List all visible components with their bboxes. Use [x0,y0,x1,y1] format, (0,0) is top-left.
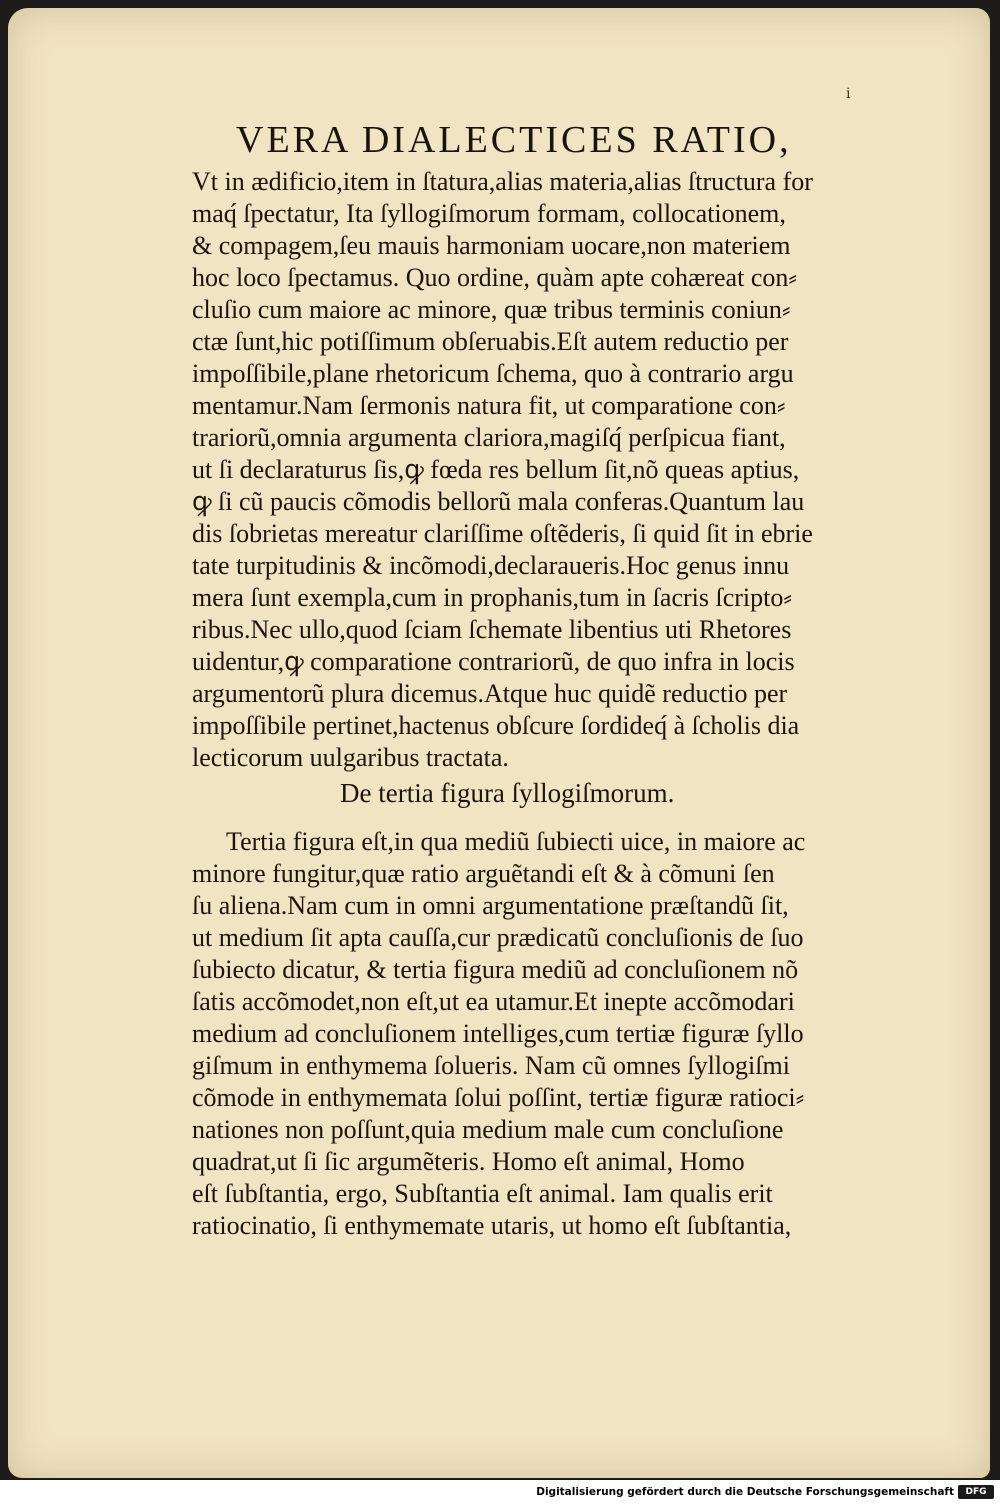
text-line: minore fungitur,quæ ratio arguẽtandi eſt & à cõmuni ſen [192,859,775,888]
text-line: quadrat,ut ſi ſic argumẽteris. Homo eſt animal, Homo [192,1147,745,1176]
text-line: ſu aliena.Nam cum in omni argumentatione præſtandũ ſit, [192,891,789,920]
text-line: cluſio cum maiore ac minore, quæ tribus terminis coniun⸗ [192,295,791,324]
text-line: lecticorum uulgaribus tractata. [192,743,509,772]
dfg-logo: DFG [958,1485,994,1499]
text-line: hoc loco ſpectamus. Quo ordine, quàm apte cohæreat con⸗ [192,263,798,292]
section-heading: De tertia figura ſyllogiſmorum. [340,778,675,808]
text-line: uidentur,ꝙ comparatione contrariorũ, de quo infra in locis [192,647,795,676]
text-line: mera ſunt exempla,cum in prophanis,tum in ſacris ſcripto⸗ [192,583,793,612]
text-line: impoſſibile pertinet,hactenus obſcure ſordideq́ à ſcholis dia [192,711,800,740]
footer-bar [0,1480,1000,1506]
page-mark: i [846,86,851,102]
text-line: ribus.Nec ullo,quod ſciam ſchemate libentius uti Rhetores [192,615,792,644]
text-line: & compagem,ſeu mauis harmoniam uocare,non materiem [192,231,791,260]
text-line: argumentorũ plura dicemus.Atque huc quidẽ reductio per [192,679,788,708]
running-head: VERA DIALECTICES RATIO, [236,119,792,161]
text-line: mentamur.Nam ſermonis natura fit, ut comparatione con⸗ [192,391,786,420]
text-line: giſmum in enthymema ſolueris. Nam cũ omnes ſyllogiſmi [192,1051,790,1080]
footer-credit: Digitalisierung gefördert durch die Deutsche Forschungsgemeinschaft [536,1486,954,1498]
text-line: ꝙ ſi cũ paucis cõmodis bellorũ mala conferas.Quantum lau [192,487,805,516]
text-line: ſatis accõmodet,non eſt,ut ea utamur.Et inepte accõmodari [192,987,795,1016]
text-line: trariorũ,omnia argumenta clariora,magiſq́ perſpicua fiant, [192,423,786,452]
text-line: ratiocinatio, ſi enthymemate utaris, ut homo eſt ſubſtantia, [192,1211,792,1240]
text-line: ctæ ſunt,hic potiſſimum obſeruabis.Eſt autem reductio per [192,327,789,356]
text-line: dis ſobrietas mereatur clariſſime oſtẽderis, ſi quid ſit in ebrie [192,519,813,548]
text-line: ut ſi declaraturus ſis,ꝙ fœda res bellum ſit,nõ queas aptius, [192,455,800,484]
book-page [8,8,990,1478]
text-line: medium ad concluſionem intelliges,cum tertiæ figuræ ſyllo [192,1019,804,1048]
text-line: tate turpitudinis & incõmodi,declaraueris.Hoc genus innu [192,551,790,580]
text-line: impoſſibile,plane rhetoricum ſchema, quo à contrario argu [192,359,794,388]
text-line: nationes non poſſunt,quia medium male cum concluſione [192,1115,784,1144]
text-line: ſubiecto dicatur, & tertia figura mediũ ad concluſionem nõ [192,955,799,984]
text-line: maq́ ſpectatur, Ita ſyllogiſmorum formam, collocationem, [192,199,786,228]
text-line: Vt in ædificio,item in ſtatura,alias materia,alias ſtructura for [192,167,813,196]
text-line: ut medium ſit apta cauſſa,cur prædicatũ concluſionis de ſuo [192,923,804,952]
text-line: eſt ſubſtantia, ergo, Subſtantia eſt animal. Iam qualis erit [192,1179,773,1208]
text-line: cõmode in enthymemata ſolui poſſint, tertiæ figuræ ratioci⸗ [192,1083,805,1112]
text-line: Tertia figura eſt,in qua mediũ ſubiecti uice, in maiore ac [226,827,806,856]
